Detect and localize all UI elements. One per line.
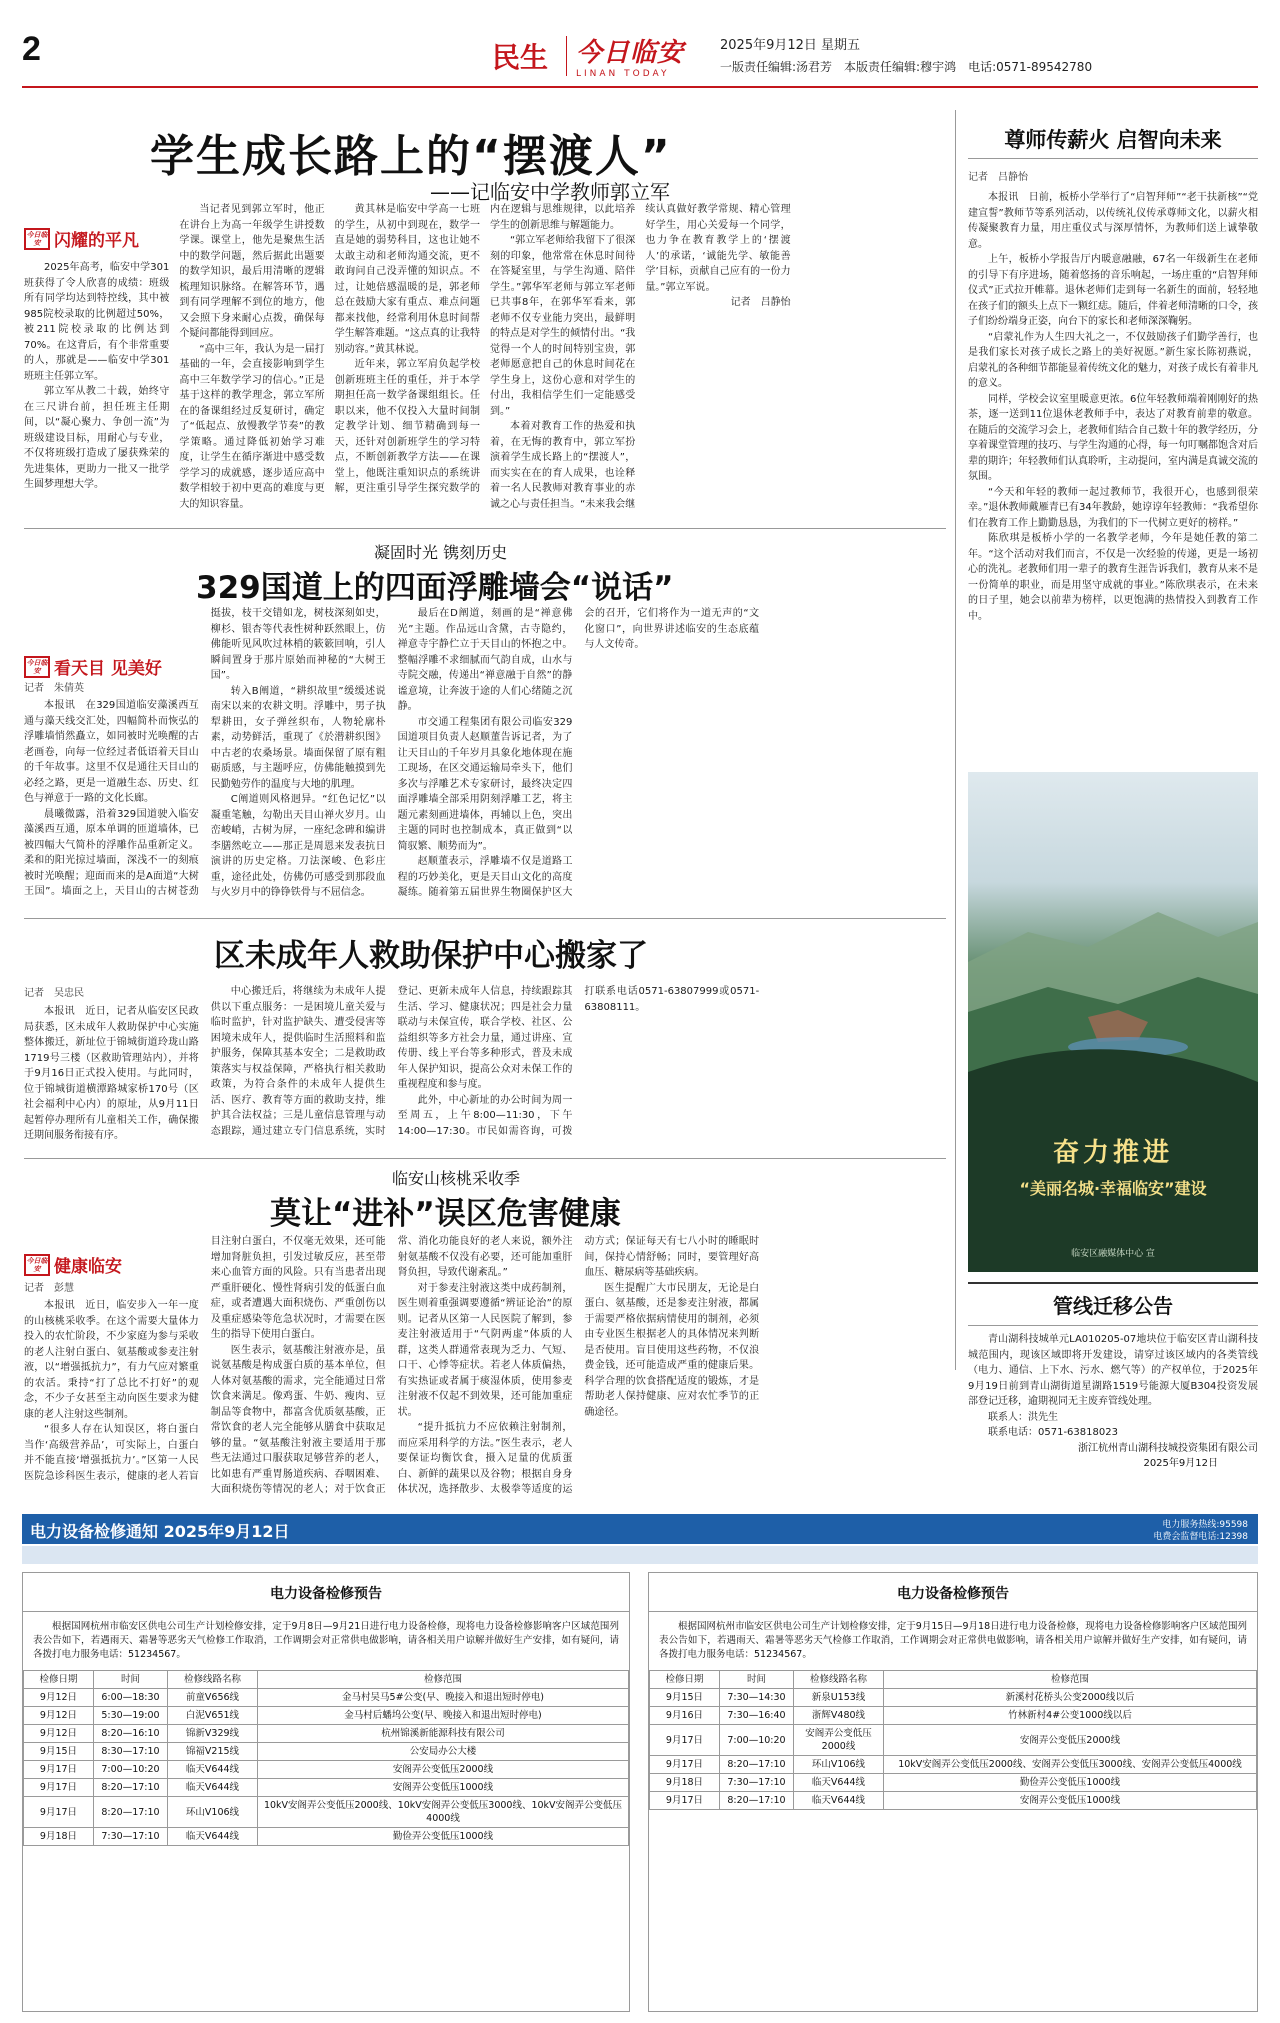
- power-left-title: 电力设备检修预告: [23, 1573, 629, 1612]
- paragraph: 赵顺董表示，浮雕墙不仅是道路工程的巧妙美化，更是天目山文化的高度凝练。随着第五届世界生物圈保护区大会的召开，它们将作为一道无声的“文化窗口”，向世界讲述临安的生态底蕴与人文传奇。: [397, 608, 760, 898]
- paragraph: 转入B阐道，“耕织故里”缓缓述说南宋以来的农耕文明。浮雕中，男子执犁耕田，女子弹丝织布，人物轮廓朴素，动势鲜活，重现了《於潜耕织图》中古老的农桑场景。墙面保留了原有粗砺质感，与主题呼应，仿佛能触摸到先民勤勉劳作的温度与大地的肌理。: [210, 685, 386, 790]
- paragraph: 本报讯 近日，记者从临安区民政局获悉，区未成年人救助保护中心实施整体搬迁，新址位于锦城街道玲珑山路1719号三楼（区救助管理站内），并将于9月16日正式投入使用。与此同时，位于锦城街道横潭路城家桥170号（区社会福利中心内）的原址，从9月11日起暂停办理所有儿童相关工作，确保搬迁期间服务衔接有序。: [24, 1006, 199, 1141]
- paragraph: 近年来，郭立军肩负起学校创新班班主任的重任，并于本学期担任高一数学备课组组长。任职以来，他不仅投入大量时间制定教学计划、细节精确到每一天，还针对创新班学生的学习特点，不断创新教学方法——在课堂上，他既注重知识点的系统讲解，更注重引导学生探究数学的内在逻辑与思维规律，以此培养学生的创新思维与解题能力。: [334, 204, 636, 494]
- table-cell: 9月18日: [650, 1774, 720, 1792]
- paragraph: 最后在D阐道，刻画的是“禅意佛光”主题。作品远山含黛，古寺隐约，禅意寺宇静伫立于天目山的怀抱之中。整幅浮雕不求细腻而气韵自成，山水与寺院交融，传递出“禅意融于自然”的静谧意境，让奔波于途的人们心绪随之沉静。: [397, 608, 573, 712]
- col-date: 检修日期: [24, 1671, 94, 1689]
- article2-body: [968, 190, 1258, 760]
- tag-label: 闪耀的平凡: [54, 231, 139, 251]
- header-divider: [566, 36, 567, 76]
- table-cell: 9月17日: [24, 1797, 94, 1828]
- table-cell: 浙辉V480线: [794, 1707, 884, 1725]
- article1-signature: 记者 吕静怡: [730, 297, 791, 308]
- tag-logo: 今日临安: [24, 1254, 50, 1276]
- article2-byline: 记者 吕静怡: [968, 172, 1028, 183]
- table-cell: 勤俭弄公变低压1000线: [884, 1774, 1257, 1792]
- article4-byline: 记者 吴忠民: [24, 988, 84, 999]
- table-cell: 9月17日: [24, 1761, 94, 1779]
- paragraph: “郭立军老师给我留下了很深刻的印象，他常常在休息时间待在答疑室里，与学生沟通、陪伴学生。”郭华军老师与郭立军老师已共事8年，在郭华军看来，郭老师不仅专业能力突出，最鲜明的特点是对学生的倾情付出。“我觉得一个人的时间特别宝贵，郭老师愿意把自己的休息时间花在学生身上，这份心意和对学生的付出，我相信学生们一定能感受到。”: [489, 235, 636, 417]
- table-cell: 临天V644线: [794, 1792, 884, 1810]
- table-cell: 锦新V329线: [168, 1725, 258, 1743]
- power-right-intro: 根据国网杭州市临安区供电公司生产计划检修安排，定于9月15日—9月18日进行电力设备检修，现将电力设备检修影响客户区域范围列表公告如下，若遇雨天、霜暑等恶劣天气检修工作取消，工作调期会对正常供电做影响，请各相关用户谅解并做好生产安排，如有疑问，请各拨打电力服务电话：51234567。: [659, 1621, 1247, 1660]
- vertical-divider: [955, 110, 956, 1370]
- table-cell: 白泥V651线: [168, 1707, 258, 1725]
- notice-company: 浙江杭州青山湖科技城投资集团有限公司: [1078, 1442, 1258, 1454]
- logo-en: LINAN TODAY: [576, 69, 670, 79]
- table-row: [24, 1797, 629, 1828]
- paragraph: “提升抵抗力不应依赖注射制剂，而应采用科学的方法。”医生表示，老人要保证均衡饮食，摄入足量的优质蛋白、新鲜的蔬果以及谷物；根据自身身体状况，选择散步、太极拳等适度的运动方式；保证每天有七八小时的睡眠时间，保持心情舒畅；同时，要管理好高血压、糖尿病等基础疾病。: [397, 1236, 760, 1495]
- table-cell: 10kV安阁弄公变低压2000线、10kV安阁弄公变低压3000线、10kV安阁弄公变低压4000线: [258, 1797, 629, 1828]
- table-cell: 6:00—18:30: [94, 1689, 168, 1707]
- article2-rule: [968, 158, 1258, 159]
- table-row: [24, 1725, 629, 1743]
- table-cell: 7:30—17:10: [720, 1774, 794, 1792]
- header-editors: 一版责任编辑:汤君芳 本版责任编辑:穆宇鸿 电话:0571-89542780: [720, 60, 1093, 74]
- table-cell: 临天V644线: [168, 1761, 258, 1779]
- table-cell: 8:30—17:10: [94, 1743, 168, 1761]
- power-left-table: [23, 1670, 629, 1846]
- notice-body: 青山湖科技城单元LA010205-07地块位于临安区青山湖科技城范围内，现该区域即将开发建设，请穿过该区域内的各类管线（电力、通信、上下水、污水、燃气等）的产权单位，于2025年9月19日前到青山湖街道星湖路1519号能源大厦B304投资发展部登记迁移，逾期视同无主废弃管线处理。: [968, 1334, 1258, 1407]
- table-cell: 公安局办公大楼: [258, 1743, 629, 1761]
- tag-label: 健康临安: [54, 1257, 122, 1277]
- page-header: [0, 0, 1280, 100]
- article4-title: 区未成年人救助保护中心搬家了: [214, 938, 648, 974]
- table-cell: 金马村吴马5#公变(早、晚接入和退出短时停电): [258, 1689, 629, 1707]
- table-cell: 勤俭弄公变低压1000线: [258, 1828, 629, 1846]
- col-line: 检修线路名称: [168, 1671, 258, 1689]
- ad-caption: 临安区融媒体中心 宣: [1071, 1249, 1155, 1259]
- table-cell: 环山V106线: [168, 1797, 258, 1828]
- paragraph: 2025年高考，临安中学301班获得了令人欣喜的成绩：班级所有同学均达到特控线，其中被985院校录取的比例超过50%，被211院校录取的比例达到70%。在这背后，有个非常重要的人，那就是——临安中学301班班主任郭立军。: [24, 262, 170, 382]
- article1-title: 学生成长路上的“摆渡人”: [150, 131, 672, 182]
- table-cell: 9月15日: [650, 1689, 720, 1707]
- table-row: [24, 1779, 629, 1797]
- table-cell: 9月15日: [24, 1743, 94, 1761]
- logo: [576, 32, 706, 79]
- table-cell: 金马村后蟠坞公变(早、晚接入和退出短时停电): [258, 1707, 629, 1725]
- article3-body: [24, 606, 946, 908]
- table-cell: 8:20—16:10: [94, 1725, 168, 1743]
- paragraph: 此外，中心新址的办公时间为周一至周五，上午8:00—11:30，下午14:00—17:30。市民如需咨询，可拨打联系电话0571-63807999或0571-63808111。: [397, 986, 760, 1137]
- power-banner: [22, 1514, 1258, 1544]
- power-hotline1: 电力服务热线:95598: [1162, 1520, 1248, 1530]
- table-cell: 9月18日: [24, 1828, 94, 1846]
- table-cell: 7:30—14:30: [720, 1689, 794, 1707]
- table-row: [24, 1828, 629, 1846]
- paragraph: C阐道则风格迥异。“红色记忆”以凝重笔触，勾勒出天目山禅火岁月。山峦峻峭，古树为屏，一座纪念碑和编讲李膳然屹立——那正是周恩来发表抗日演讲的历史定格。刀法深峻、色彩庄重，途径此处，仿佛仍可感受到那段血与火岁月中的铮铮铁骨与不屈信念。: [210, 794, 386, 898]
- power-hotline2: 电费会监督电话:12398: [1153, 1532, 1248, 1542]
- header-date: 2025年9月12日 星期五: [720, 38, 861, 53]
- col-range: 检修范围: [884, 1671, 1257, 1689]
- col-time: 时间: [94, 1671, 168, 1689]
- paragraph: 本报讯 在329国道临安藻溪西互通与藻天线交汇处，四幅简朴而恢弘的浮雕墙悄然矗立，如同被时光唤醒的古老画卷，向每一位经过者低语着天目山的千年故事。这里不仅是通往天目山的必经之路，更是一道融生态、历史、红色与禅意于一路的文化长廊。: [24, 700, 199, 804]
- table-cell: 7:00—10:20: [720, 1725, 794, 1756]
- tag-logo: 今日临安: [24, 656, 50, 678]
- table-cell: 8:20—17:10: [720, 1792, 794, 1810]
- article5-byline: 记者 彭慧: [24, 1283, 74, 1294]
- paragraph: 市交通工程集团有限公司临安329国道项目负责人赵顺董告诉记者，为了让天目山的千年岁月具象化地体现在施工现场，在区交通运输局牵头下，他们多次与浮雕艺术专家研讨，最终决定四面浮雕墙全部采用阴刻浮雕工艺，将主题元素刻画进墙体，再辅以上色，突出主题的同时也控制成本，真正做到“以简驭繁、顺势而为”。: [397, 716, 573, 852]
- table-cell: 8:20—17:10: [94, 1779, 168, 1797]
- paragraph: 本报讯 近日，临安步入一年一度的山核桃采收季。在这个需要大量体力投入的农忙阶段，不少家庭为参与采收的老人注射白蛋白、氨基酸或参麦注射液，以“增强抵抗力”，有力气应对繁重的农活。秉持“打了总比不打好”的观念，不少子女甚至主动向医生要求为健康的老人注射这些制剂。: [24, 1300, 199, 1420]
- table-cell: 新溪村花桥头公变2000线以后: [884, 1689, 1257, 1707]
- logo-cn: 今日临安: [576, 38, 685, 68]
- table-cell: 9月17日: [24, 1779, 94, 1797]
- table-cell: 8:20—17:10: [720, 1756, 794, 1774]
- table-row: [650, 1707, 1257, 1725]
- paragraph: 当记者见到郭立军时，他正在讲台上为高一年级学生讲授数学课。课堂上，他先是聚焦生活中的数学问题，然后据此出题要的数学知识，最后用清晰的逻辑梳理知识脉络。在解答环节，遇到有同学理解不到位的地方，他又会照下身来耐心点拨，确保每个疑问都能得到回应。: [179, 204, 325, 339]
- table-cell: 5:30—19:00: [94, 1707, 168, 1725]
- power-left-panel: [22, 1572, 630, 2012]
- col-range: 检修范围: [258, 1671, 629, 1689]
- article4-body: [24, 984, 946, 1152]
- table-cell: 安阁弄公变低压1000线: [884, 1792, 1257, 1810]
- power-banner-title: 电力设备检修通知 2025年9月12日: [30, 1522, 290, 1541]
- table-row: [24, 1743, 629, 1761]
- table-row: [650, 1689, 1257, 1707]
- table-cell: 安阁弄公变低压2000线: [884, 1725, 1257, 1756]
- paragraph: 中心搬迁后，将继续为未成年人提供以下重点服务：一是困境儿童关爱与临时监护，针对监护缺失、遭受侵害等困境未成年人，提供临时生活照料和监护服务，保障其基本安全；二是救助政策落实与权益保障，严格执行相关救助政策，为符合条件的未成年人提供生活、医疗、教育等方面的救助支持，维护其合法权益；三是儿童信息管理与动态跟踪，通过建立专门信息系统，实时登记、更新未成年人信息，持续跟踪其生活、学习、健康状况；四是社会力量联动与未保宣传，联合学校、社区、公益组织等多方社会力量，通过讲座、宣传册、线上平台等多种形式，普及未成年人保护知识，提高公众对未保工作的重视程度和参与度。: [210, 986, 573, 1137]
- table-header: [24, 1671, 629, 1689]
- table-cell: 7:30—16:40: [720, 1707, 794, 1725]
- paragraph: 黄其林是临安中学高一七班的学生，从初中到现在，数学一直是她的弱势科目，这也让她不太敢主动和老师沟通交流，更不敢询问自己没弄懂的知识点。不过，让她倍感温暖的是，郭老师总在鼓励大家有重点、难点问题都来找他，经常利用休息时间帮学生解答难题。“这点真的让我特别动容。”黄其林说。: [334, 204, 480, 355]
- table-cell: 环山V106线: [794, 1756, 884, 1774]
- power-banner-stripe: [22, 1546, 1258, 1564]
- article1-body: [24, 202, 946, 514]
- table-cell: 9月12日: [24, 1707, 94, 1725]
- promo-ad: [968, 772, 1258, 1272]
- table-cell: 前童V656线: [168, 1689, 258, 1707]
- header-rule: [22, 86, 1258, 88]
- table-cell: 8:20—17:10: [94, 1797, 168, 1828]
- divider: [24, 1158, 946, 1159]
- table-header: [650, 1671, 1257, 1689]
- table-cell: 竹林新村4#公变1000线以后: [884, 1707, 1257, 1725]
- paragraph: “今天和年轻的教师一起过教师节，我很开心，也感到很荣幸。”退休教师戴雁青已有34年教龄，她谆谆年轻教师：“我希望你们在教育工作上勤勤恳恳，为我们的下一代树立更好的榜样。”: [968, 486, 1258, 529]
- article5-kicker: 临安山核桃采收季: [392, 1169, 521, 1188]
- notice-contact: 联系人：洪先生: [988, 1411, 1058, 1423]
- notice-phone: 联系电话：0571-63818023: [988, 1427, 1118, 1438]
- paragraph: 医生提醒广大市民朋友，无论是白蛋白、氨基酸，还是参麦注射液，都属于需要严格依据病情使用的制剂，必须由专业医生根据老人的具体情况来判断是否使用。盲目使用这些药物，不仅浪费金钱，还可能造成严重的健康后果。科学合理的饮食搭配适度的锻炼，才是帮助老人保持健康、应对农忙季节的正确途径。: [584, 1282, 760, 1418]
- table-cell: 9月16日: [650, 1707, 720, 1725]
- article5-title: 莫让“进补”误区危害健康: [270, 1196, 621, 1232]
- paragraph: “启蒙礼作为人生四大礼之一，不仅鼓励孩子们勤学善行，也是我们家长对孩子成长之路上的美好祝愿。”新生家长陈初燕说，启蒙礼的各种细节都能显着传统文化的魅力，对孩子成长有着非凡的意义。: [968, 331, 1258, 389]
- paragraph: 郭立军从教二十载，始终守在三尺讲台前，担任班主任期间，以“凝心聚力、争创一流”为班级建设目标，用耐心与专业，不仅将班级打造成了屡获殊荣的先进集体，更助力一批又一批学生圆梦理想大学。: [24, 386, 170, 490]
- table-row: [650, 1774, 1257, 1792]
- col-date: 检修日期: [650, 1671, 720, 1689]
- ad-line1: 奋力推进: [1052, 1138, 1173, 1168]
- table-cell: 安阁弄公变低压1000线: [258, 1779, 629, 1797]
- article3-byline: 记者 朱倩英: [24, 683, 84, 694]
- power-right-table: [649, 1670, 1257, 1810]
- paragraph: 本报讯 日前，板桥小学举行了“启智拜师”“老干扶新核”“党建宣誓”教师节等系列活动，以传统礼仪传承尊师文化，以薪火相传凝聚教育力量，用庄重仪式与深厚情怀，为教师们送上诚挚敬意。: [968, 192, 1258, 250]
- article3-title: 329国道上的四面浮雕墙会“说话”: [196, 570, 674, 606]
- table-cell: 安阁弄公变低压2000线: [258, 1761, 629, 1779]
- table-row: [650, 1756, 1257, 1774]
- table-cell: 新泉U153线: [794, 1689, 884, 1707]
- table-cell: 10kV安阁弄公变低压2000线、安阁弄公变低压3000线、安阁弄公变低压4000线: [884, 1756, 1257, 1774]
- tag-logo: 今日临安: [24, 228, 50, 250]
- notice-date: 2025年9月12日: [1143, 1457, 1218, 1469]
- power-right-panel: [648, 1572, 1258, 2012]
- section-name: 民生: [492, 41, 549, 74]
- paragraph: 医生表示，氨基酸注射液亦是，虽说氨基酸是构成蛋白质的基本单位，但人体对氨基酸的需求，完全能通过日常饮食来满足。像鸡蛋、牛奶、瘦肉、豆制品等食物中，都富含优质氨基酸，正常饮食的老人完全能够从膳食中获取足够的量。“氨基酸注射液主要适用于那些无法通过口服获取足够营养的老人，比如患有严重胃肠道疾病、吞咽困难、大面积烧伤等情况的老人；对于饮食正常、消化功能良好的老人来说，额外注射氨基酸不仅没有必要，还可能加重肝肾负担，导致代谢紊乱。”: [210, 1236, 573, 1495]
- ad-line2: “美丽名城·幸福临安”建设: [1019, 1179, 1207, 1198]
- article2-title: 尊师传薪火 启智向未来: [1004, 128, 1222, 152]
- power-left-intro: 根据国网杭州市临安区供电公司生产计划检修安排，定于9月8日—9月21日进行电力设备检修，现将电力设备检修影响客户区域范围列表公告如下，若遇雨天、霜暑等恶劣天气检修工作取消，工作调期会对正常供电做影响，请各相关用户谅解并做好生产安排，如有疑问，请各拨打电力服务电话：51234567。: [33, 1621, 619, 1660]
- paragraph: 上午，板桥小学报告厅内暖意融融，67名一年级新生在老师的引导下有序进场，随着悠扬的音乐响起，一场庄重的“启智拜师仪式”正式拉开帷幕。退休老师们走到每一名新生的面前，轻轻地在孩子们的额头上点下一颗红痣。随后，伴着老师清晰的口令，孩子们纷纷端身正姿，向台下的家长和老师深深鞠躬。: [968, 254, 1258, 327]
- table-row: [24, 1689, 629, 1707]
- power-right-title: 电力设备检修预告: [649, 1573, 1257, 1612]
- table-row: [24, 1707, 629, 1725]
- table-cell: 7:30—17:10: [94, 1828, 168, 1846]
- paragraph: 陈欣琪是板桥小学的一名教学老师，今年是她任教的第二年。“这个活动对我们而言，不仅是一次经验的传递，更是一场初心的洗礼。老教师们用一辈子的教育生涯告诉我们，教育从来不是一份简单的职业，而是用坚守成就的事业。”陈欣琪表示，在未来的日子里，她会以前辈为榜样，以更饱满的热情投入到教育工作中。: [968, 533, 1258, 622]
- table-cell: 7:00—10:20: [94, 1761, 168, 1779]
- paragraph: 晨曦微露，沿着329国道驶入临安藻溪西互通，原本单调的匝道墙体，已被四幅大气简朴的浮雕作品重新定义。柔和的阳光掠过墙面，深浅不一的刻痕被时光唤醒；迎面而来的是A面道“大树王国”。墙面之上，天目山的古树苍劲挺拔，枝干交错如龙，树枝深刻如史，柳杉、银杏等代表性树种跃然眼上，仿佛能听见风吹过林梢的簌簌回响，引人瞬间置身于那片原始而神秘的“大树王国”。: [24, 608, 386, 897]
- paragraph: “很多人存在认知误区，将白蛋白当作‘高级营养品’，可实际上，白蛋白并不能直接‘增强抵抗力’。”区第一人民医院急诊科医生表示，健康的老人若盲目注射白蛋白，不仅毫无效果，还可能增加肾脏负担，引发过敏反应，甚至带来心血管方面的风险。只有当患者出现严重肝硬化、慢性肾病引发的低蛋白血症，或者遭遇大面积烧伤、严重创伤以及重症感染等危急状况时，才需要在医生的指导下使用白蛋白。: [24, 1236, 386, 1482]
- table-row: [650, 1725, 1257, 1756]
- page-number: 2: [22, 30, 41, 68]
- table-cell: 9月12日: [24, 1689, 94, 1707]
- table-cell: 9月17日: [650, 1725, 720, 1756]
- table-row: [24, 1761, 629, 1779]
- paragraph: 对于参麦注射液这类中成药制剂，医生则着重强调要遵循“辨证论治”的原则。记者从区第一人民医院了解到，参麦注射液适用于“气阴两虚”体质的人群，这类人群通常表现为乏力、气短、口干、心悸等症状。若老人体质偏热，有实热证或者属于痰湿体质，使用参麦注射液不仅起不到效果，还可能加重症状。: [397, 1282, 573, 1418]
- table-cell: 临天V644线: [794, 1774, 884, 1792]
- col-line: 检修线路名称: [794, 1671, 884, 1689]
- divider: [24, 528, 946, 529]
- paragraph: “高中三年，我认为是一届打基础的一年，会直接影响到学生高中三年数学学习的信心。”正是基于这样的教学理念，郭立军所在的备课组经过反复研讨，确定了“低起点、放慢教学节奏”的教学策略。通过降低初始学习难度，让学生在循序渐进中感受数学学习的成就感，逐步适应高中数学相较于初中更高的难度与更大的知识容量。: [179, 343, 325, 510]
- paragraph: 同样，学校会议室里暖意更浓。6位年轻教师端着刚刚好的热茶，逐一送到11位退休老教师手中，表达了对教育前辈的敬意。在随后的交流学习会上，老教师们结合自己数十年的教学经历，分享着课堂管理的技巧、与学生沟通的心得，每一句叮嘱都饱含对后辈的期许；年轻教师们认真聆听，主动提问，室内满是真诚交流的氛围。: [968, 393, 1258, 482]
- col-time: 时间: [720, 1671, 794, 1689]
- table-cell: 安阁弄公变低压2000线: [794, 1725, 884, 1756]
- notice-title: 管线迁移公告: [968, 1282, 1258, 1326]
- table-cell: 9月17日: [650, 1756, 720, 1774]
- table-cell: 临天V644线: [168, 1828, 258, 1846]
- tag-label: 看天目 见美好: [54, 659, 162, 679]
- article5-body: [24, 1234, 946, 1498]
- divider: [24, 918, 946, 919]
- paragraph: 本着对教育工作的热爱和执着，在无悔的教育中，郭立军扮演着学生成长路上的“摆渡人”，而实实在在的育人成果，也诠释着一名人民教师对教育事业的赤诚之心与责任担当。“未来我会继续认真做好教学常规、精心管理好学生，用心关爱每一个同学，也力争在教育教学上的‘摆渡人’的承诺，‘诚能先学、敏能善学’目标，贡献自己应有的一份力量。”郭立军说。: [489, 204, 791, 510]
- table-cell: 临天V644线: [168, 1779, 258, 1797]
- table-cell: 锦福V215线: [168, 1743, 258, 1761]
- table-cell: 9月17日: [650, 1792, 720, 1810]
- article1-subtitle: ——记临安中学教师郭立军: [430, 180, 670, 204]
- notice-box: [968, 1282, 1258, 1510]
- table-cell: 杭州锦溪新能源科技有限公司: [258, 1725, 629, 1743]
- table-row: [650, 1792, 1257, 1810]
- table-cell: 9月12日: [24, 1725, 94, 1743]
- article3-kicker: 凝固时光 镌刻历史: [374, 543, 508, 562]
